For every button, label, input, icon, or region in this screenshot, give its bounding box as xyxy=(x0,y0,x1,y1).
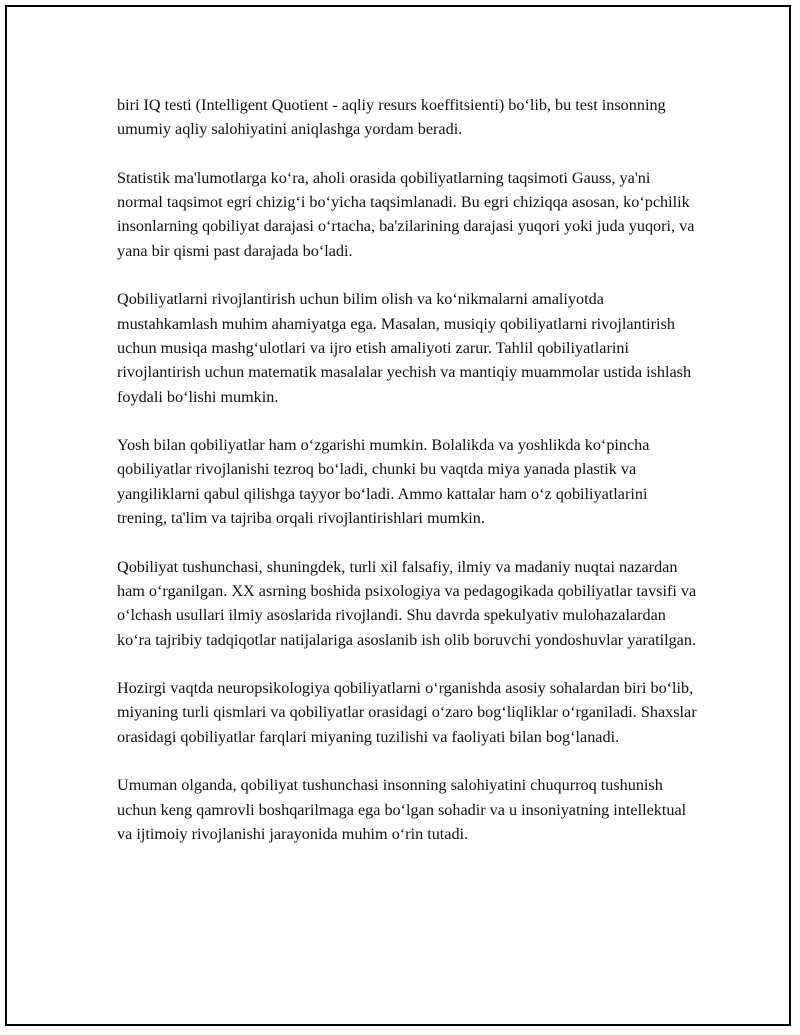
document-body xyxy=(117,93,697,846)
paragraph-3: Qobiliyatlarni rivojlantirish uchun bilim olish va ko‘nikmalarni amaliyotda mustahkamlash muhim ahamiyatga ega. Masalan, musiqiy qobiliyatlarni rivojlantirish uchun musiqa mashg‘ulotlari va ijro etish amaliyoti zarur. Tahlil qobiliyatlarini rivojlantirish uchun matematik masalalar yechish va mantiqiy muammolar ustida ishlash foydali bo‘lishi mumkin. xyxy=(117,290,692,406)
paragraph-5: Qobiliyat tushunchasi, shuningdek, turli xil falsafiy, ilmiy va madaniy nuqtai nazardan ham o‘rganilgan. XX asrning boshida psixologiya va pedagogikada qobiliyatlar tavsifi va o‘lchash usullari ilmiy asoslarida rivojlandi. Shu davrda spekulyativ mulohazalardan ko‘ra tajribiy tadqiqotlar natijalariga asoslanib ish olib boruvchi yondoshuvlar yaratilgan. xyxy=(117,557,697,649)
paragraph-4: Yosh bilan qobiliyatlar ham o‘zgarishi mumkin. Bolalikda va yoshlikda ko‘pincha qobiliyatlar rivojlanishi tezroq bo‘ladi, chunki bu vaqtda miya yanada plastik va yangiliklarni qabul qilishga tayyor bo‘ladi. Ammo kattalar ham o‘z qobiliyatlarini trening, ta'lim va tajriba orqali rivojlantirishlari mumkin. xyxy=(117,436,650,528)
paragraph-1: biri IQ testi (Intelligent Quotient - aqliy resurs koeffitsienti) bo‘lib, bu test insonning umumiy aqliy salohiyatini aniqlashga yordam beradi. xyxy=(117,96,666,139)
paragraph-7: Umuman olganda, qobiliyat tushunchasi insonning salohiyatini chuqurroq tushunish uchun keng qamrovli boshqarilmaga ega bo‘lgan sohadir va u insoniyatning intellektual va ijtimoiy rivojlanishi jarayonida muhim o‘rin tutadi. xyxy=(117,776,687,843)
paragraph-2: Statistik ma'lumotlarga ko‘ra, aholi orasida qobiliyatlarning taqsimoti Gauss, ya'ni normal taqsimot egri chizig‘i bo‘yicha taqsimlanadi. Bu egri chiziqqa asosan, ko‘pchilik insonlarning qobiliyat darajasi o‘rtacha, ba'zilarining darajasi yuqori yoki juda yuqori, va yana bir qismi past darajada bo‘ladi. xyxy=(117,168,695,260)
paragraph-6: Hozirgi vaqtda neuropsikologiya qobiliyatlarni o‘rganishda asosiy sohalardan biri bo‘lib, miyaning turli qismlari va qobiliyatlar orasidagi o‘zaro bog‘liqliklar o‘rganiladi. Shaxslar orasidagi qobiliyatlar farqlari miyaning tuzilishi va faoliyati bilan bog‘lanadi. xyxy=(117,679,697,746)
